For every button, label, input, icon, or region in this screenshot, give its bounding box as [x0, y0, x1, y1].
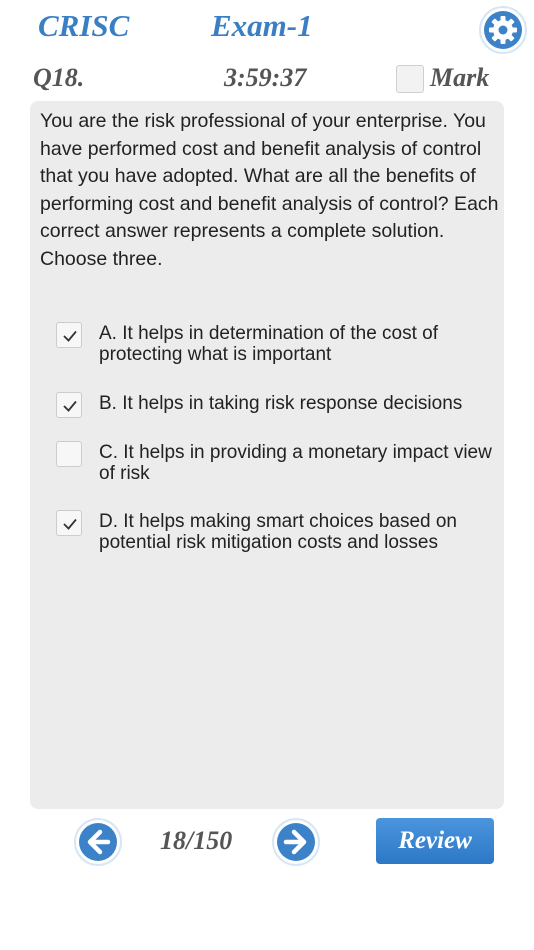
option-d-label: D. It helps making smart choices based on potential risk mitigation costs and losses: [99, 511, 458, 553]
question-number: Q18.: [33, 63, 85, 92]
option-b-label: B. It helps in taking risk response decisions: [99, 393, 463, 414]
question-text: You are the risk professional of your enterprise. You have performed cost and benefit analysis of control that you have adopted. What are all the benefits of performing cost and benefit analysis of control? Each correct answer represents a complete solution. Choose three.: [40, 110, 499, 270]
question-counter: 18/150: [160, 826, 233, 855]
option-d-checkbox[interactable]: [56, 510, 82, 536]
arrow-left-icon: [80, 824, 116, 860]
option-b-checkbox[interactable]: [56, 392, 82, 418]
check-icon: [61, 327, 79, 345]
prev-button[interactable]: [74, 818, 122, 866]
settings-button[interactable]: [479, 6, 527, 54]
exam-title: Exam-1: [211, 8, 313, 43]
mark-label[interactable]: Mark: [430, 63, 490, 92]
option-c-checkbox[interactable]: [56, 441, 82, 467]
gear-icon: [486, 13, 520, 47]
app-title: CRISC: [38, 8, 130, 43]
check-icon: [61, 515, 79, 533]
next-button[interactable]: [272, 818, 320, 866]
option-a-checkbox[interactable]: [56, 322, 82, 348]
check-icon: [61, 397, 79, 415]
timer: 3:59:37: [224, 63, 307, 92]
review-button[interactable]: Review: [376, 818, 494, 864]
option-c-label: C. It helps in providing a monetary impact view of risk: [99, 442, 492, 484]
arrow-right-icon: [278, 824, 314, 860]
option-a-label: A. It helps in determination of the cost of protecting what is important: [99, 323, 439, 365]
mark-checkbox[interactable]: [396, 65, 424, 93]
